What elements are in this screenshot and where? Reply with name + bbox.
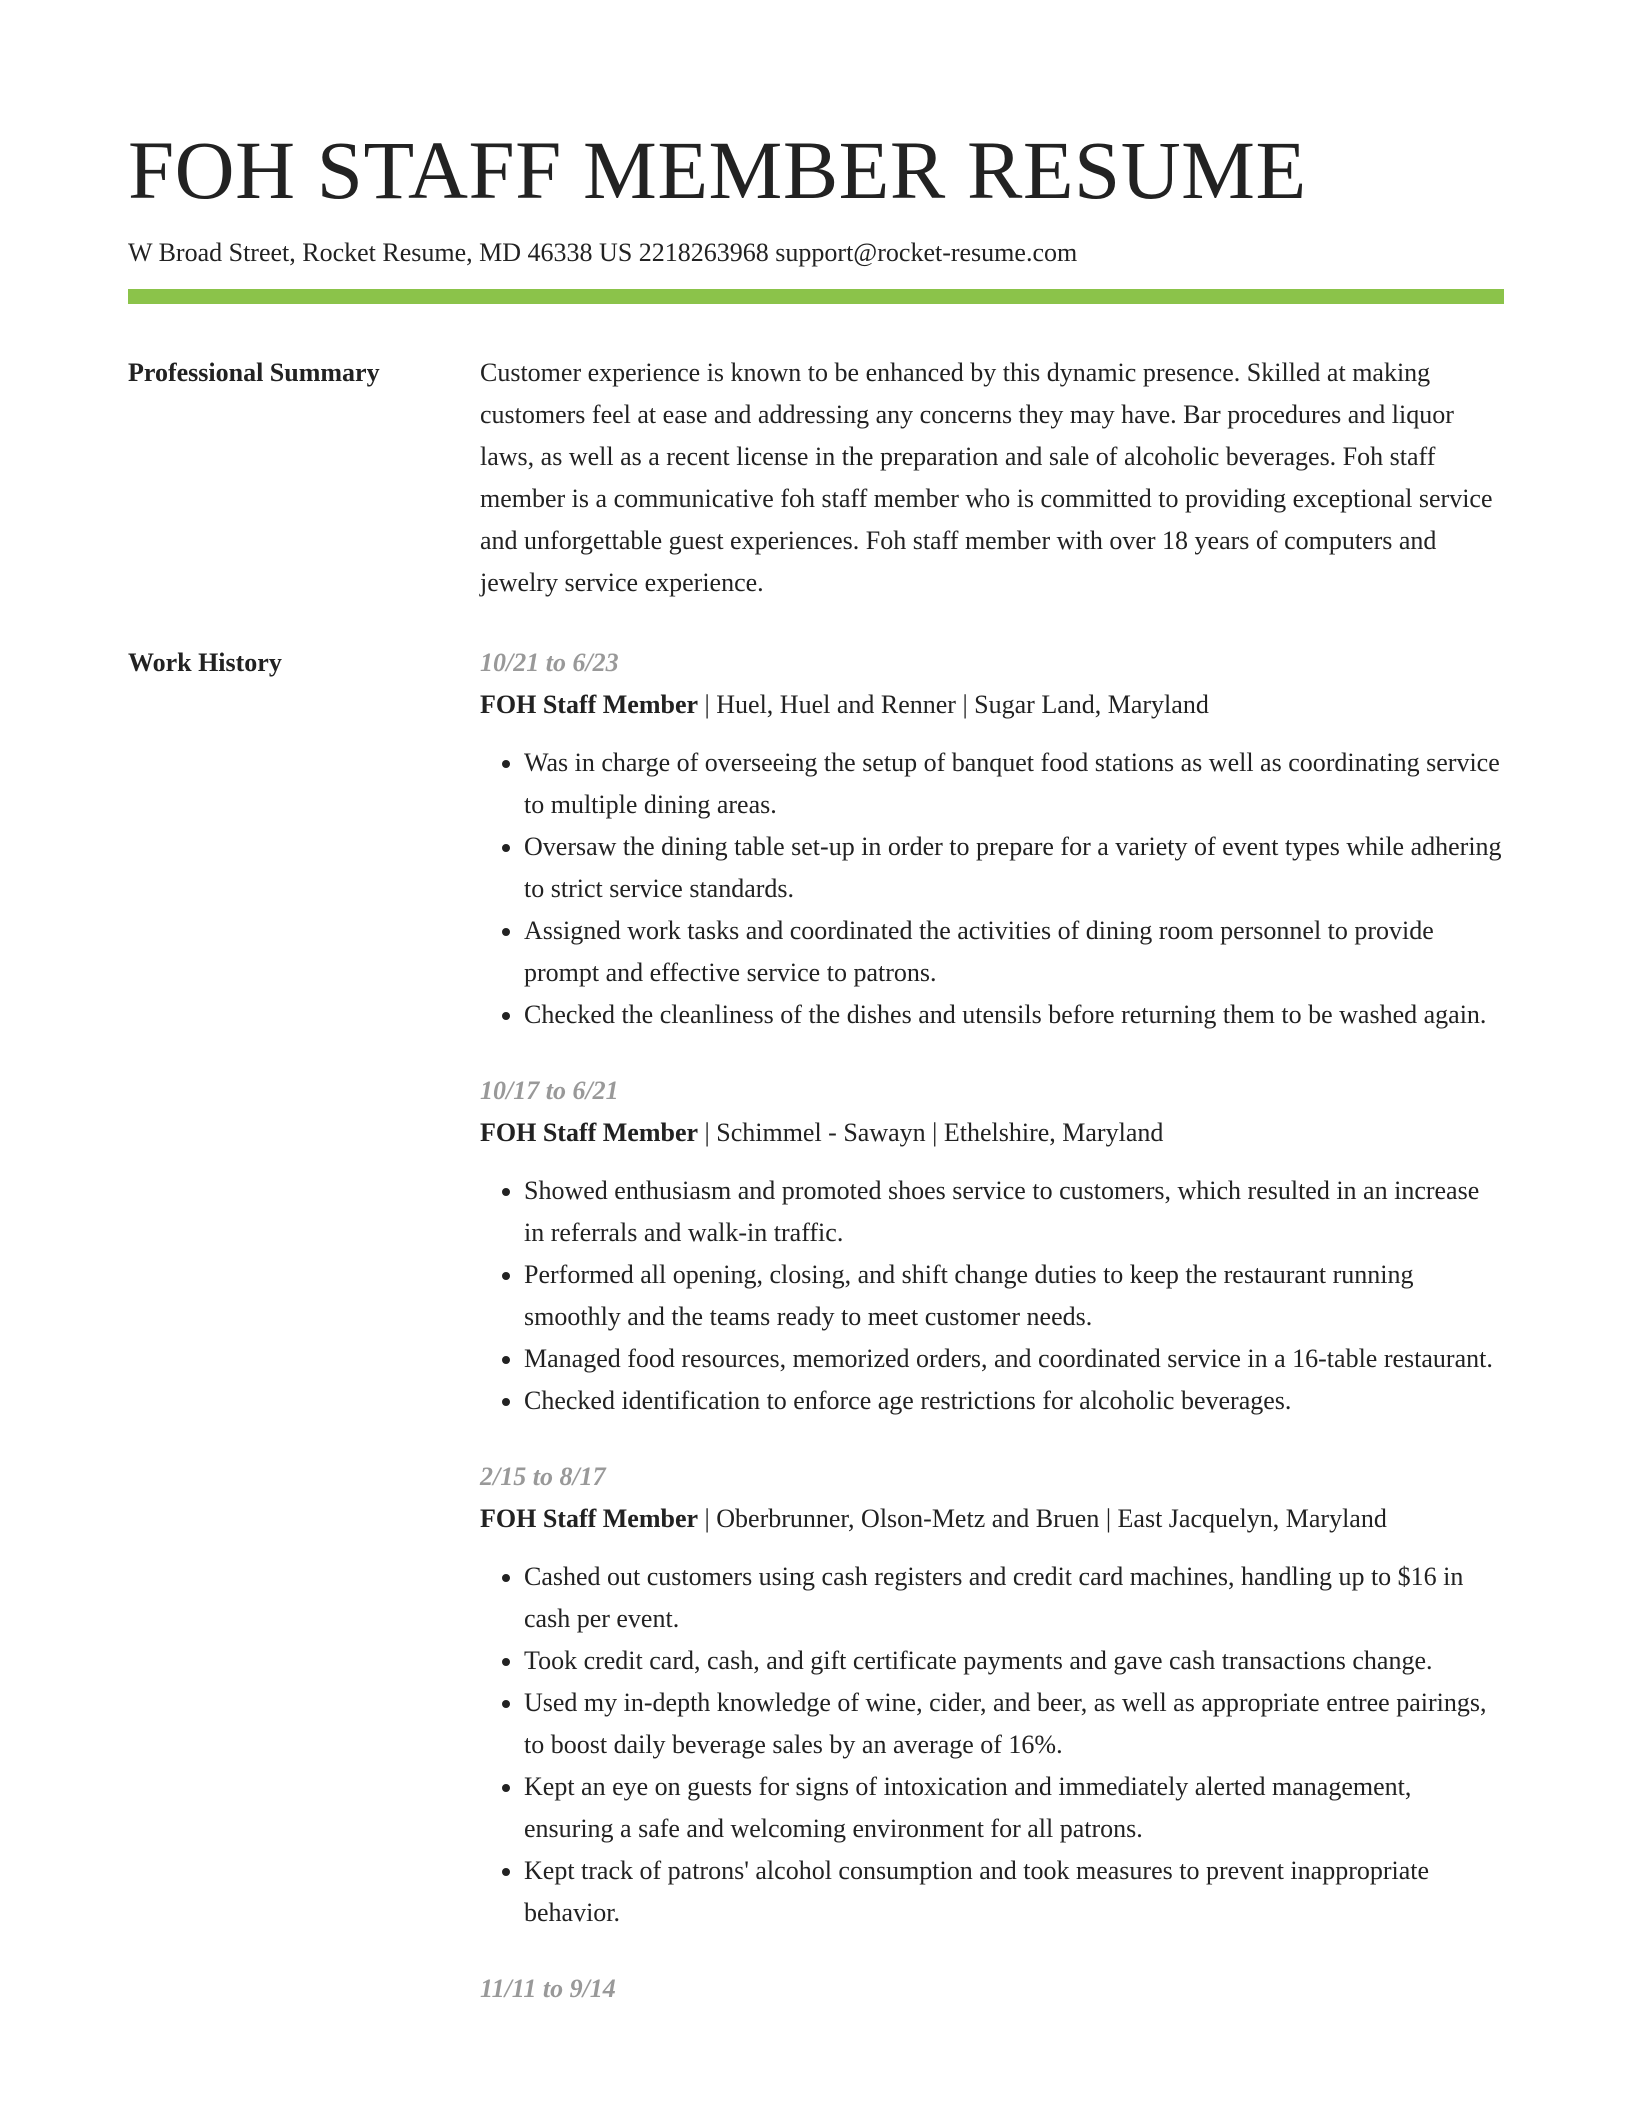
job-entry: [480, 1070, 1504, 1422]
job-bullet: • Kept track of patrons' alcohol consumption and took measures to prevent inappropriate behavior.: [524, 1850, 1504, 1934]
work-history-body: [480, 642, 1504, 2044]
job-heading: [480, 1498, 1504, 1540]
job-bullet: • Performed all opening, closing, and shift change duties to keep the restaurant running smoothly and the teams ready to meet customer needs.: [524, 1254, 1504, 1338]
work-history-section: [128, 642, 1504, 2044]
section-label-professional-summary: Professional Summary: [128, 358, 380, 387]
job-bullet: • Took credit card, cash, and gift certificate payments and gave cash transactions change.: [524, 1640, 1504, 1682]
job-bullet: • Cashed out customers using cash registers and credit card machines, handling up to $16 in cash per event.: [524, 1556, 1504, 1640]
resume-title: FOH STAFF MEMBER RESUME: [128, 124, 1307, 216]
job-title: FOH Staff Member: [480, 690, 699, 719]
job-heading: [480, 684, 1504, 726]
job-dates: 10/17 to 6/21: [480, 1076, 619, 1105]
job-bullet: • Kept an eye on guests for signs of intoxication and immediately alerted management, ensuring a safe and welcoming environment for all patrons.: [524, 1766, 1504, 1850]
job-dates: 11/11 to 9/14: [480, 1974, 616, 2003]
job-dates: 2/15 to 8/17: [480, 1462, 606, 1491]
job-bullet: • Checked the cleanliness of the dishes and utensils before returning them to be washed again.: [524, 994, 1504, 1036]
summary-text: Customer experience is known to be enhanced by this dynamic presence. Skilled at making customers feel at ease and addressing any concerns they may have. Bar procedures and liquor laws, as well as a recent license in the preparation and sale of alcoholic beverages. Foh staff member is a communicative foh staff member who is committed to providing exceptional service and unforgettable guest experiences. Foh staff member with over 18 years of computers and jewelry service experience.: [480, 358, 1493, 597]
resume-page: [128, 0, 1504, 2044]
job-heading: [480, 1112, 1504, 1154]
job-dates: 10/21 to 6/23: [480, 648, 619, 677]
job-details: | Schimmel - Sawayn | Ethelshire, Maryland: [698, 1118, 1164, 1147]
section-label-work-history: Work History: [128, 648, 282, 677]
job-entry: [480, 642, 1504, 1036]
job-bullet: • Was in charge of overseeing the setup of banquet food stations as well as coordinating service to multiple dining areas.: [524, 742, 1504, 826]
job-bullet: • Oversaw the dining table set-up in order to prepare for a variety of event types while adhering to strict service standards.: [524, 826, 1504, 910]
contact-line: W Broad Street, Rocket Resume, MD 46338 US 2218263968 support@rocket-resume.com: [128, 238, 1078, 267]
job-title: FOH Staff Member: [480, 1118, 699, 1147]
job-bullet: • Assigned work tasks and coordinated the activities of dining room personnel to provide prompt and effective service to patrons.: [524, 910, 1504, 994]
job-entry: [480, 1968, 1504, 2010]
job-entry: [480, 1456, 1504, 1934]
job-bullets: [480, 742, 1504, 1036]
professional-summary-section: [128, 352, 1504, 604]
accent-divider: [128, 289, 1504, 304]
job-bullets: [480, 1556, 1504, 1934]
job-title: FOH Staff Member: [480, 1504, 699, 1533]
job-bullet: • Showed enthusiasm and promoted shoes service to customers, which resulted in an increase in referrals and walk-in traffic.: [524, 1170, 1504, 1254]
job-bullets: [480, 1170, 1504, 1422]
job-details: | Huel, Huel and Renner | Sugar Land, Maryland: [698, 690, 1209, 719]
job-details: | Oberbrunner, Olson-Metz and Bruen | East Jacquelyn, Maryland: [698, 1504, 1387, 1533]
summary-body: [480, 352, 1504, 604]
job-bullet: • Checked identification to enforce age restrictions for alcoholic beverages.: [524, 1380, 1504, 1422]
job-bullet: • Managed food resources, memorized orders, and coordinated service in a 16-table restaurant.: [524, 1338, 1504, 1380]
job-bullet: • Used my in-depth knowledge of wine, cider, and beer, as well as appropriate entree pairings, to boost daily beverage sales by an average of 16%.: [524, 1682, 1504, 1766]
